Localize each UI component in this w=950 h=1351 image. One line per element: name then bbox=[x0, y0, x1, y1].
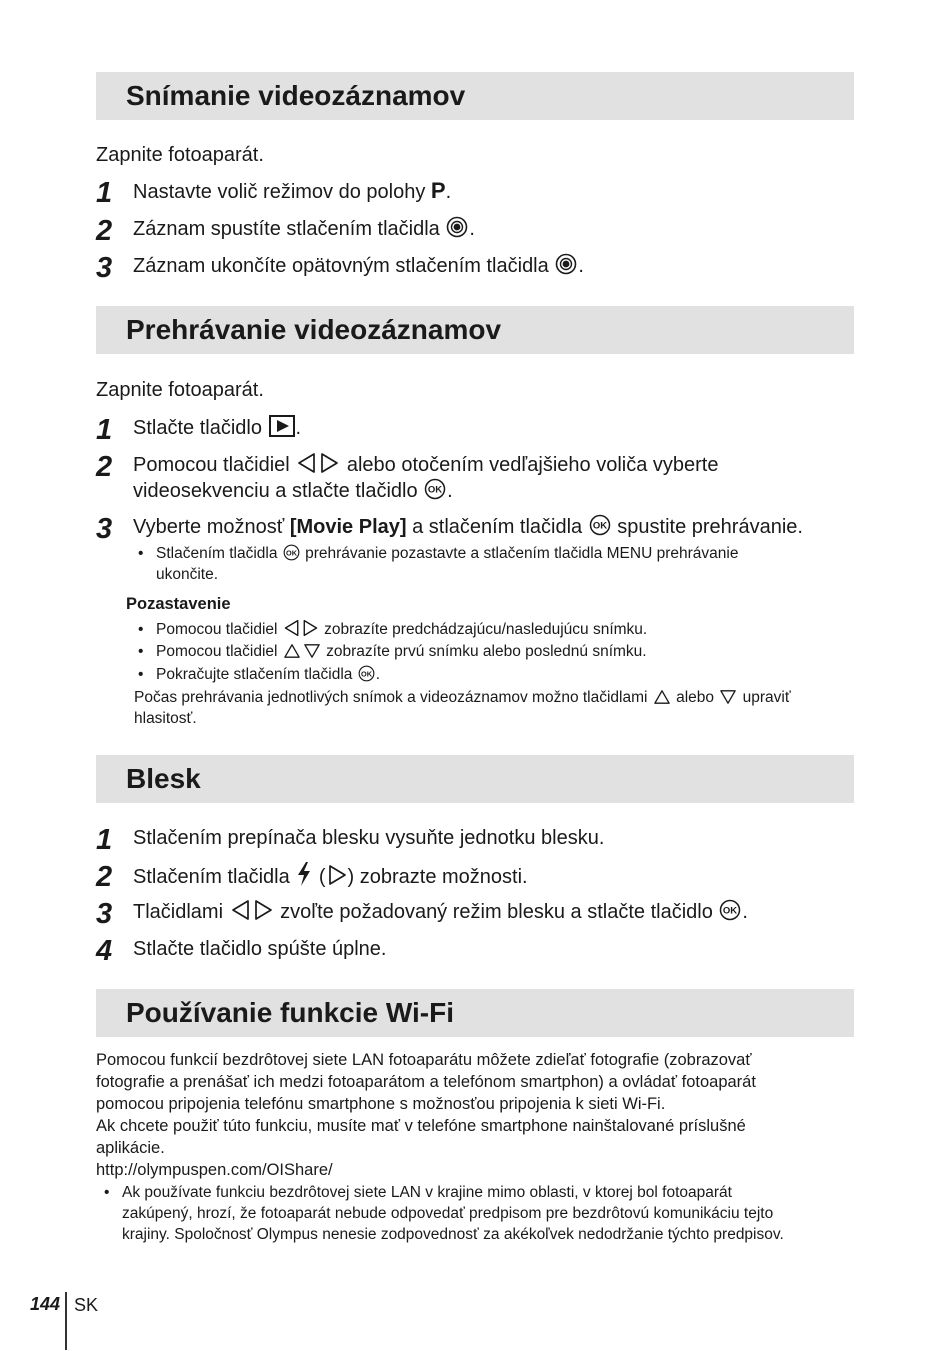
playback-intro: Zapnite fotoaparát. bbox=[96, 379, 264, 401]
paragraph-line: Pomocou funkcií bezdrôtovej siete LAN fotoaparátu môžete zdieľať fotografie (zobrazovať bbox=[96, 1051, 752, 1069]
paragraph-line: fotografie a prenášať ich medzi fotoaparátom a telefónom smartphon) a ovládať fotoaparát bbox=[96, 1073, 756, 1091]
pause-bullet-3 bbox=[138, 664, 381, 685]
recording-step-3 bbox=[96, 252, 856, 284]
bullet-dot: • bbox=[138, 666, 144, 683]
bullet-dot: • bbox=[138, 621, 144, 638]
note-text-line2: hlasitosť. bbox=[134, 710, 197, 727]
note-text-cont: alebo bbox=[671, 689, 719, 706]
record-button-icon bbox=[446, 216, 468, 238]
step-text-end: . bbox=[447, 480, 453, 502]
step-text-cont: ( bbox=[313, 866, 326, 888]
step-text: Stlačte tlačidlo spúšte úplne. bbox=[133, 938, 387, 960]
pause-heading: Pozastavenie bbox=[126, 595, 231, 613]
paragraph-line: Ak chcete použiť túto funkciu, musíte mať v telefóne smartphone nainštalované príslušné bbox=[96, 1117, 746, 1135]
bullet-text-end: . bbox=[375, 666, 381, 683]
bullet-dot: • bbox=[138, 545, 144, 562]
step-text: Pomocou tlačidiel bbox=[133, 454, 296, 476]
section-title-flash: Blesk bbox=[96, 755, 854, 803]
step-text-cont: a stlačením tlačidla bbox=[406, 516, 588, 538]
playback-step-1 bbox=[96, 414, 856, 446]
step-text-end: ) zobrazte možnosti. bbox=[347, 866, 528, 888]
step-text-end: . bbox=[295, 417, 302, 439]
step-text-end: spustite prehrávanie. bbox=[611, 516, 803, 538]
step-text: Nastavte volič režimov do polohy bbox=[133, 181, 431, 203]
playback-bullet bbox=[138, 543, 739, 585]
flash-icon bbox=[296, 862, 312, 886]
bullet-text-cont: zobrazíte prvú snímku alebo poslednú snímku. bbox=[321, 643, 647, 660]
language-code: SK bbox=[74, 1295, 99, 1315]
step-text: Tlačidlami bbox=[133, 901, 229, 923]
page-number: 144 bbox=[30, 1294, 61, 1314]
bullet-line: Ak používate funkciu bezdrôtovej siete LAN v krajine mimo oblasti, v ktorej bol fotoaparát bbox=[122, 1184, 732, 1201]
pause-bullet-2 bbox=[138, 641, 647, 662]
bullet-text-line2: ukončite. bbox=[156, 566, 219, 583]
step-text: Záznam ukončíte opätovným stlačením tlačidla bbox=[133, 255, 555, 277]
wifi-bullet bbox=[104, 1182, 784, 1245]
bullet-text: Stlačením tlačidla bbox=[156, 545, 282, 562]
ok-button-icon bbox=[358, 665, 375, 682]
volume-note bbox=[134, 687, 791, 729]
step-number: 1 bbox=[96, 414, 113, 446]
pause-bullet-1 bbox=[138, 619, 648, 640]
mode-letter: P bbox=[430, 178, 446, 203]
step-number: 3 bbox=[96, 898, 113, 930]
flash-step-1 bbox=[96, 824, 856, 856]
step-text: Stlačením prepínača blesku vysuňte jednotku blesku. bbox=[133, 827, 605, 849]
recording-step-2 bbox=[96, 215, 856, 247]
step-text-cont: alebo otočením vedľajšieho voliča vyberte bbox=[341, 454, 719, 476]
step-number: 3 bbox=[96, 513, 113, 545]
bullet-text-cont: prehrávanie pozastavte a stlačením tlačidla MENU prehrávanie bbox=[300, 545, 739, 562]
step-number: 2 bbox=[96, 451, 113, 483]
up-arrow-icon bbox=[653, 689, 671, 705]
step-number: 1 bbox=[96, 177, 113, 209]
playback-button-icon bbox=[269, 415, 295, 437]
bullet-dot: • bbox=[104, 1184, 110, 1201]
step-number: 1 bbox=[96, 824, 113, 856]
step-text: Záznam spustíte stlačením tlačidla bbox=[133, 218, 446, 240]
note-text: Počas prehrávania jednotlivých snímok a videozáznamov možno tlačidlami bbox=[134, 689, 652, 706]
section-title-recording: Snímanie videozáznamov bbox=[96, 72, 854, 120]
down-arrow-icon bbox=[303, 643, 321, 659]
right-arrow-icon bbox=[327, 864, 347, 886]
recording-step-1 bbox=[96, 177, 856, 209]
ok-button-icon bbox=[283, 544, 300, 561]
playback-step-2 bbox=[96, 452, 856, 504]
url-text: http://olympuspen.com/OIShare/ bbox=[96, 1161, 333, 1179]
step-text: Stlačte tlačidlo bbox=[133, 417, 268, 439]
up-arrow-icon bbox=[283, 643, 301, 659]
section-title-wifi: Používanie funkcie Wi-Fi bbox=[96, 989, 854, 1037]
step-text-line2: videosekvenciu a stlačte tlačidlo bbox=[133, 480, 424, 502]
ok-button-icon bbox=[589, 514, 611, 536]
flash-step-2 bbox=[96, 861, 856, 893]
step-number: 2 bbox=[96, 215, 113, 247]
bullet-line: zakúpený, hrozí, že fotoaparát nebude odpovedať predpisom pre bezdrôtovú komunikáciu tejto bbox=[122, 1205, 774, 1222]
step-number: 4 bbox=[96, 935, 113, 967]
section-title-playback: Prehrávanie videozáznamov bbox=[96, 306, 854, 354]
flash-step-3 bbox=[96, 898, 856, 930]
step-text: Vyberte možnosť bbox=[133, 516, 290, 538]
step-text-end: . bbox=[578, 255, 584, 277]
record-button-icon bbox=[555, 253, 577, 275]
footer-divider bbox=[65, 1292, 67, 1350]
bullet-text: Pomocou tlačidiel bbox=[156, 621, 282, 638]
step-text-end: . bbox=[445, 181, 452, 203]
step-text: Stlačením tlačidla bbox=[133, 866, 296, 888]
step-number: 2 bbox=[96, 861, 113, 893]
down-arrow-icon bbox=[719, 689, 737, 705]
flash-step-4 bbox=[96, 935, 856, 967]
bullet-text-cont: zobrazíte predchádzajúcu/nasledujúcu snímku. bbox=[319, 621, 648, 638]
playback-step-3 bbox=[96, 513, 856, 545]
paragraph-line: pomocou pripojenia telefónu smartphone s možnosťou pripojenia k sieti Wi-Fi. bbox=[96, 1095, 666, 1113]
left-right-arrows-icon bbox=[296, 452, 340, 474]
left-right-arrows-icon bbox=[283, 619, 319, 637]
step-text-end: . bbox=[469, 218, 475, 240]
note-text-end: upraviť bbox=[738, 689, 791, 706]
bullet-dot: • bbox=[138, 643, 144, 660]
bullet-text: Pokračujte stlačením tlačidla bbox=[156, 666, 357, 683]
step-text-cont: zvoľte požadovaný režim blesku a stlačte tlačidlo bbox=[274, 901, 719, 923]
step-text-end: . bbox=[742, 901, 748, 923]
bullet-line: krajiny. Spoločnosť Olympus nenesie zodpovednosť za akékoľvek nedodržanie týchto predpisov. bbox=[122, 1226, 784, 1243]
left-right-arrows-icon bbox=[230, 899, 274, 921]
bullet-text: Pomocou tlačidiel bbox=[156, 643, 282, 660]
recording-intro: Zapnite fotoaparát. bbox=[96, 144, 264, 166]
paragraph-line: aplikácie. bbox=[96, 1139, 165, 1157]
step-number: 3 bbox=[96, 252, 113, 284]
menu-option-bold: [Movie Play] bbox=[289, 516, 407, 538]
wifi-paragraph bbox=[96, 1049, 756, 1181]
ok-button-icon bbox=[424, 478, 446, 500]
ok-button-icon bbox=[719, 899, 741, 921]
